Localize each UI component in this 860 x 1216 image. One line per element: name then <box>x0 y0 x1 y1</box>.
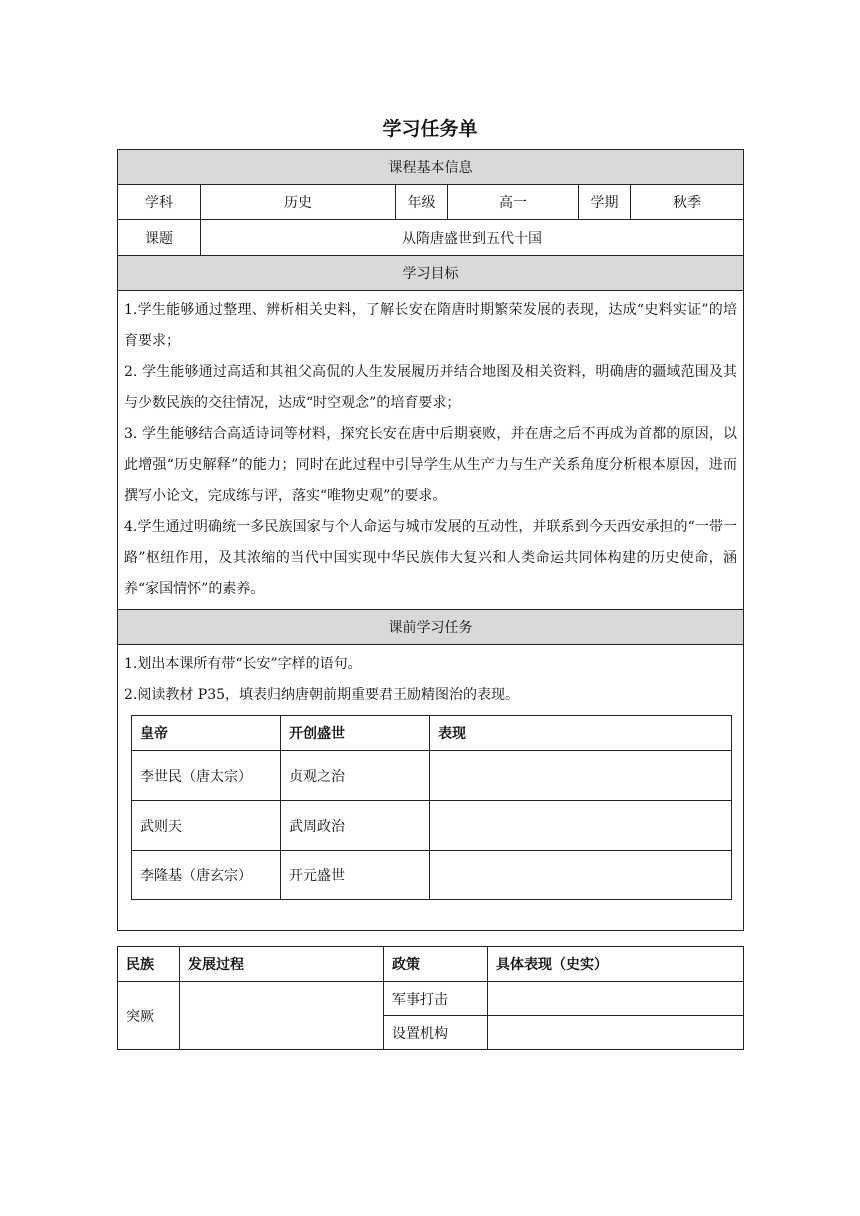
term-value: 秋季 <box>631 185 744 220</box>
subject-label: 学科 <box>118 185 201 220</box>
emperor-cell: 李隆基（唐玄宗） <box>132 851 281 900</box>
detail-cell[interactable] <box>488 982 744 1016</box>
policy-cell: 设置机构 <box>384 1016 488 1050</box>
table-row <box>132 801 732 851</box>
course-table <box>117 149 744 931</box>
subject-value: 历史 <box>201 185 396 220</box>
ethnic-table <box>117 946 744 1050</box>
pre-task-2: 2.阅读教材 P35，填表归纳唐朝前期重要君王励精图治的表现。 <box>124 687 520 703</box>
goal-item: 4.学生通过明确统一多民族国家与个人命运与城市发展的互动性，并联系到今天西安承担的“一带一路”枢纽作用，及其浓缩的当代中国实现中华民族伟大复兴和人类命运共同体构建的历史使命，涵养“家国情怀”的素养。 <box>124 519 738 597</box>
goal-item: 2. 学生能够通过高适和其祖父高侃的人生发展履历并结合地图及相关资料，明确唐的疆域范围及其与少数民族的交往情况，达成“时空观念”的培育要求； <box>124 364 738 411</box>
emperor-cell: 武则天 <box>132 801 281 851</box>
era-cell: 武周政治 <box>281 801 430 851</box>
ethnic-name: 突厥 <box>118 982 180 1050</box>
basic-info-header: 课程基本信息 <box>118 150 744 185</box>
goals-header: 学习目标 <box>118 256 744 291</box>
detail-header: 具体表现（史实） <box>488 947 744 982</box>
emperor-cell: 李世民（唐太宗） <box>132 751 281 801</box>
goals-content <box>118 291 744 610</box>
performance-cell[interactable] <box>430 751 732 801</box>
performance-cell[interactable] <box>430 851 732 900</box>
goal-item: 3. 学生能够结合高适诗词等材料，探究长安在唐中后期衰败，并在唐之后不再成为首都的原因，以此增强“历史解释”的能力；同时在此过程中引导学生从生产力与生产关系角度分析根本原因，进而撰写小论文，完成练与评，落实“唯物史观”的要求。 <box>124 426 738 504</box>
policy-cell: 军事打击 <box>384 982 488 1016</box>
goal-item: 1.学生能够通过整理、辨析相关史料，了解长安在隋唐时期繁荣发展的表现，达成“史料实证”的培育要求； <box>124 302 738 349</box>
detail-cell[interactable] <box>488 1016 744 1050</box>
performance-cell[interactable] <box>430 801 732 851</box>
term-label: 学期 <box>579 185 631 220</box>
pre-task-content <box>118 645 744 931</box>
era-cell: 贞观之治 <box>281 751 430 801</box>
table-row <box>118 982 744 1016</box>
emperor-header: 皇帝 <box>132 716 281 751</box>
process-cell[interactable] <box>180 982 384 1050</box>
grade-value: 高一 <box>448 185 579 220</box>
table-row <box>132 751 732 801</box>
era-header: 开创盛世 <box>281 716 430 751</box>
era-cell: 开元盛世 <box>281 851 430 900</box>
emperor-table <box>131 715 732 900</box>
policy-header: 政策 <box>384 947 488 982</box>
page-title: 学习任务单 <box>382 118 478 140</box>
topic-label: 课题 <box>118 220 201 256</box>
pre-task-1: 1.划出本课所有带“长安”字样的语句。 <box>124 656 362 672</box>
topic-value: 从隋唐盛世到五代十国 <box>201 220 744 256</box>
process-header: 发展过程 <box>180 947 384 982</box>
pre-task-header: 课前学习任务 <box>118 610 744 645</box>
table-row <box>132 851 732 900</box>
grade-label: 年级 <box>396 185 448 220</box>
ethnic-header: 民族 <box>118 947 180 982</box>
performance-header: 表现 <box>430 716 732 751</box>
